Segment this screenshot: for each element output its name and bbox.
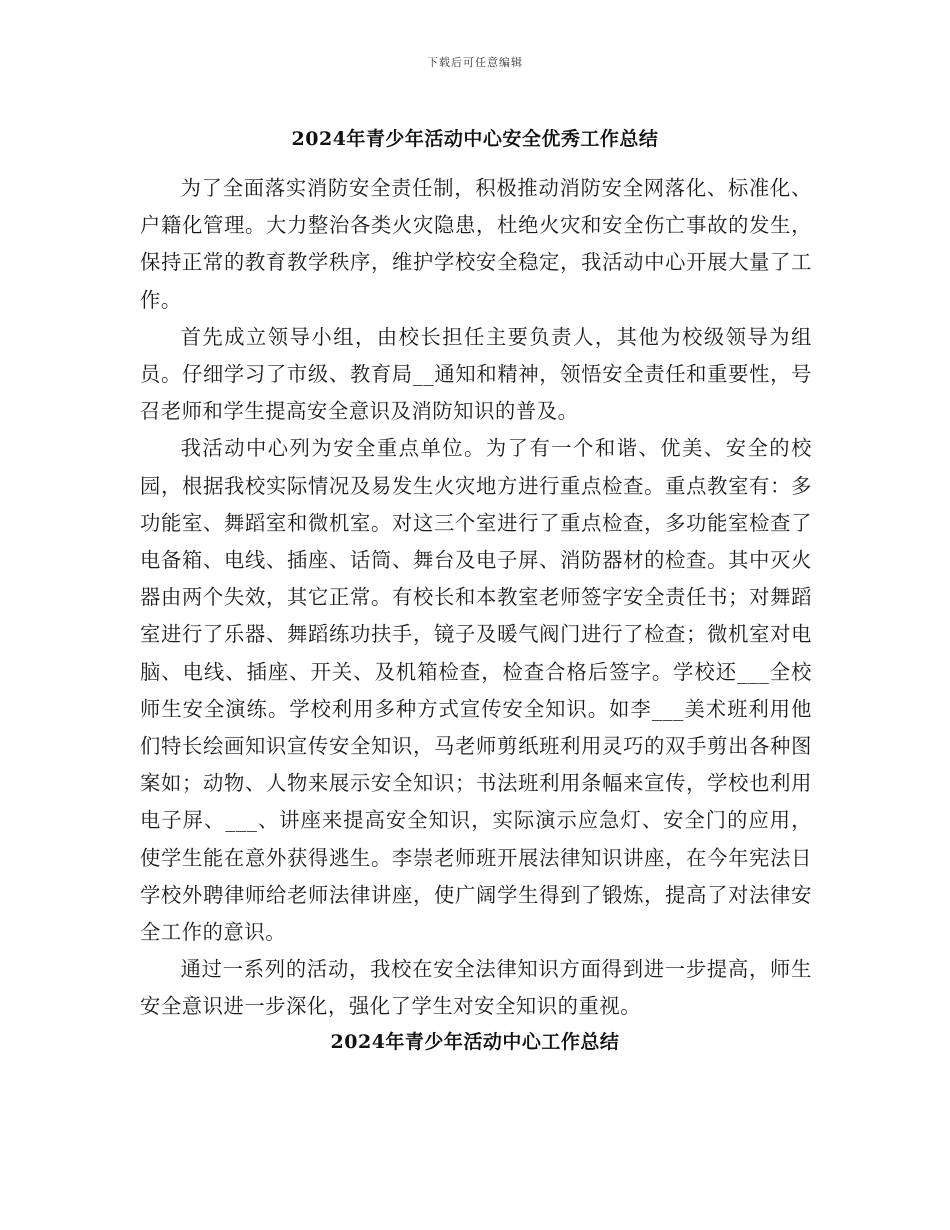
second-document-title: 2024年青少年活动中心工作总结 [330,1031,620,1053]
document-body [140,170,812,1026]
paragraph: 为了全面落实消防安全责任制，积极推动消防安全网落化、标准化、户籍化管理。大力整治各类火灾隐患，杜绝火灾和安全伤亡事故的发生，保持正常的教育教学秩序，维护学校安全稳定，我活动中心开展大量了工作。 [140,176,812,312]
paragraph: 首先成立领导小组，由校长担任主要负责人，其他为校级领导为组员。仔细学习了市级、教育局__通知和精神，领悟安全责任和重要性，号召老师和学生提高安全意识及消防知识的普及。 [140,324,812,424]
paragraph: 通过一系列的活动，我校在安全法律知识方面得到进一步提高，师生安全意识进一步深化，强化了学生对安全知识的重视。 [140,957,812,1019]
document-title: 2024年青少年活动中心安全优秀工作总结 [291,128,659,150]
page-header-note: 下载后可任意编辑 [427,56,523,69]
paragraph: 我活动中心列为安全重点单位。为了有一个和谐、优美、安全的校园，根据我校实际情况及易发生火灾地方进行重点检查。重点教室有：多功能室、舞蹈室和微机室。对这三个室进行了重点检查，多功能室检查了电备箱、电线、插座、话筒、舞台及电子屏、消防器材的检查。其中灭火器由两个失效，其它正常。有校长和本教室老师签字安全责任书；对舞蹈室进行了乐器、舞蹈练功扶手，镜子及暖气阀门进行了检查；微机室对电脑、电线、插座、开关、及机箱检查，检查合格后签字。学校还___全校师生安全演练。学校利用多种方式宣传安全知识。如李___美术班利用他们特长绘画知识宣传安全知识，马老师剪纸班利用灵巧的双手剪出各种图案如；动物、人物来展示安全知识；书法班利用条幅来宣传，学校也利用电子屏、___、讲座来提高安全知识，实际演示应急灯、安全门的应用，使学生能在意外获得逃生。李崇老师班开展法律知识讲座，在今年宪法日学校外聘律师给老师法律讲座，使广阔学生得到了锻炼，提高了对法律安全工作的意识。 [140,436,812,945]
